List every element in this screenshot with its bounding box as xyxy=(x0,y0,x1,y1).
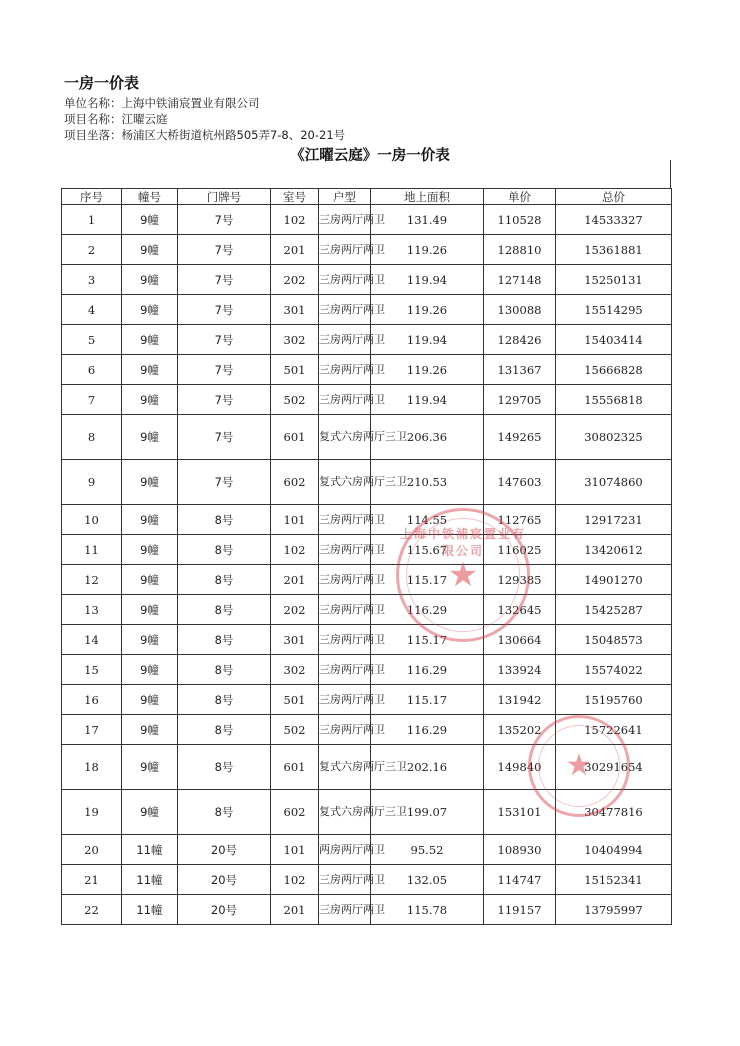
cell-no: 6 xyxy=(62,355,122,385)
secondary-seal-star-icon: ★ xyxy=(565,748,593,783)
cell-total-price: 15361881 xyxy=(556,235,672,265)
cell-unit-price: 129385 xyxy=(484,565,556,595)
project-value: 江曜云庭 xyxy=(121,112,168,126)
cell-no: 19 xyxy=(62,790,122,835)
cell-no: 14 xyxy=(62,625,122,655)
cell-total-price: 14533327 xyxy=(556,205,672,235)
table-row xyxy=(62,325,672,355)
cell-door: 7号 xyxy=(178,385,271,415)
cell-door: 8号 xyxy=(178,535,271,565)
cell-unit-type: 复式六房两厅三卫 xyxy=(319,460,371,505)
cell-total-price: 14901270 xyxy=(556,565,672,595)
cell-no: 13 xyxy=(62,595,122,625)
table-row xyxy=(62,460,672,505)
cell-no: 12 xyxy=(62,565,122,595)
table-row xyxy=(62,565,672,595)
cell-unit-type: 三房两厅两卫 xyxy=(319,895,371,925)
cell-room: 202 xyxy=(271,265,319,295)
cell-building: 9幢 xyxy=(122,415,178,460)
cell-door: 7号 xyxy=(178,415,271,460)
cell-room: 202 xyxy=(271,595,319,625)
col-header-area: 地上面积 xyxy=(371,189,484,205)
cell-building: 9幢 xyxy=(122,295,178,325)
cell-area: 119.94 xyxy=(371,385,484,415)
cell-area: 199.07 xyxy=(371,790,484,835)
cell-unit-type: 三房两厅两卫 xyxy=(319,205,371,235)
cell-total-price: 15152341 xyxy=(556,865,672,895)
cell-room: 102 xyxy=(271,535,319,565)
cell-building: 9幢 xyxy=(122,565,178,595)
cell-total-price: 12917231 xyxy=(556,505,672,535)
cell-area: 119.26 xyxy=(371,295,484,325)
cell-unit-price: 119157 xyxy=(484,895,556,925)
cell-door: 8号 xyxy=(178,655,271,685)
cell-area: 115.17 xyxy=(371,625,484,655)
cell-area: 119.94 xyxy=(371,265,484,295)
cell-room: 302 xyxy=(271,325,319,355)
cell-door: 20号 xyxy=(178,895,271,925)
cell-no: 7 xyxy=(62,385,122,415)
cell-unit-type: 三房两厅两卫 xyxy=(319,715,371,745)
table-row xyxy=(62,205,672,235)
cell-building: 9幢 xyxy=(122,625,178,655)
cell-door: 8号 xyxy=(178,715,271,745)
cell-room: 502 xyxy=(271,385,319,415)
company-label: 单位名称： xyxy=(64,96,122,110)
cell-room: 302 xyxy=(271,655,319,685)
table-row xyxy=(62,715,672,745)
table-row xyxy=(62,535,672,565)
cell-building: 9幢 xyxy=(122,685,178,715)
cell-no: 4 xyxy=(62,295,122,325)
table-row xyxy=(62,235,672,265)
cell-area: 115.78 xyxy=(371,895,484,925)
cell-unit-type: 三房两厅两卫 xyxy=(319,235,371,265)
cell-building: 9幢 xyxy=(122,745,178,790)
cell-area: 132.05 xyxy=(371,865,484,895)
cell-no: 3 xyxy=(62,265,122,295)
cell-unit-type: 复式六房两厅三卫 xyxy=(319,745,371,790)
cell-unit-price: 135202 xyxy=(484,715,556,745)
cell-room: 101 xyxy=(271,505,319,535)
col-header-door: 门牌号 xyxy=(178,189,271,205)
table-side-rule xyxy=(670,160,671,188)
cell-total-price: 15514295 xyxy=(556,295,672,325)
cell-unit-type: 三房两厅两卫 xyxy=(319,385,371,415)
cell-unit-type: 三房两厅两卫 xyxy=(319,625,371,655)
cell-unit-type: 三房两厅两卫 xyxy=(319,565,371,595)
cell-unit-type: 三房两厅两卫 xyxy=(319,655,371,685)
cell-unit-price: 149840 xyxy=(484,745,556,790)
cell-total-price: 30802325 xyxy=(556,415,672,460)
cell-door: 8号 xyxy=(178,505,271,535)
cell-room: 201 xyxy=(271,565,319,595)
cell-area: 116.29 xyxy=(371,595,484,625)
cell-no: 10 xyxy=(62,505,122,535)
cell-unit-price: 114747 xyxy=(484,865,556,895)
cell-unit-price: 149265 xyxy=(484,415,556,460)
cell-no: 11 xyxy=(62,535,122,565)
cell-building: 9幢 xyxy=(122,460,178,505)
company-line xyxy=(64,95,260,111)
table-row xyxy=(62,895,672,925)
cell-room: 101 xyxy=(271,835,319,865)
cell-unit-type: 三房两厅两卫 xyxy=(319,265,371,295)
cell-no: 17 xyxy=(62,715,122,745)
cell-unit-type: 三房两厅两卫 xyxy=(319,865,371,895)
cell-room: 301 xyxy=(271,295,319,325)
cell-unit-price: 129705 xyxy=(484,385,556,415)
cell-area: 119.26 xyxy=(371,235,484,265)
cell-building: 9幢 xyxy=(122,505,178,535)
table-row xyxy=(62,865,672,895)
cell-area: 116.29 xyxy=(371,655,484,685)
cell-total-price: 15403414 xyxy=(556,325,672,355)
cell-building: 11幢 xyxy=(122,835,178,865)
cell-building: 11幢 xyxy=(122,895,178,925)
table-row xyxy=(62,625,672,655)
cell-room: 501 xyxy=(271,355,319,385)
cell-area: 115.17 xyxy=(371,565,484,595)
location-value: 杨浦区大桥街道杭州路505弄7-8、20-21号 xyxy=(121,128,346,142)
cell-building: 9幢 xyxy=(122,385,178,415)
cell-area: 115.67 xyxy=(371,535,484,565)
cell-room: 102 xyxy=(271,205,319,235)
cell-unit-type: 复式六房两厅三卫 xyxy=(319,790,371,835)
table-row xyxy=(62,595,672,625)
cell-door: 7号 xyxy=(178,265,271,295)
cell-door: 7号 xyxy=(178,355,271,385)
col-header-unit-price: 单价 xyxy=(484,189,556,205)
cell-building: 9幢 xyxy=(122,325,178,355)
cell-building: 9幢 xyxy=(122,715,178,745)
cell-unit-type: 三房两厅两卫 xyxy=(319,355,371,385)
cell-area: 114.55 xyxy=(371,505,484,535)
cell-room: 102 xyxy=(271,865,319,895)
location-line xyxy=(64,127,345,143)
table-row xyxy=(62,415,672,460)
cell-building: 9幢 xyxy=(122,790,178,835)
cell-building: 9幢 xyxy=(122,235,178,265)
project-line xyxy=(64,111,168,127)
table-row xyxy=(62,265,672,295)
cell-unit-price: 153101 xyxy=(484,790,556,835)
cell-room: 501 xyxy=(271,685,319,715)
cell-total-price: 15250131 xyxy=(556,265,672,295)
seal-star-icon: ★ xyxy=(447,555,479,595)
cell-area: 131.49 xyxy=(371,205,484,235)
price-table xyxy=(61,188,672,925)
cell-building: 9幢 xyxy=(122,265,178,295)
cell-door: 7号 xyxy=(178,325,271,355)
table-row xyxy=(62,790,672,835)
cell-building: 11幢 xyxy=(122,865,178,895)
cell-total-price: 15556818 xyxy=(556,385,672,415)
table-row xyxy=(62,355,672,385)
cell-total-price: 13795997 xyxy=(556,895,672,925)
cell-total-price: 13420612 xyxy=(556,535,672,565)
table-row xyxy=(62,835,672,865)
cell-total-price: 15425287 xyxy=(556,595,672,625)
cell-building: 9幢 xyxy=(122,355,178,385)
cell-unit-type: 三房两厅两卫 xyxy=(319,295,371,325)
cell-no: 15 xyxy=(62,655,122,685)
document-title: 一房一价表 xyxy=(64,74,140,92)
cell-building: 9幢 xyxy=(122,205,178,235)
cell-no: 22 xyxy=(62,895,122,925)
cell-total-price: 10404994 xyxy=(556,835,672,865)
cell-no: 20 xyxy=(62,835,122,865)
cell-door: 8号 xyxy=(178,790,271,835)
cell-no: 21 xyxy=(62,865,122,895)
cell-door: 20号 xyxy=(178,865,271,895)
cell-unit-price: 132645 xyxy=(484,595,556,625)
table-body xyxy=(62,205,672,925)
cell-building: 9幢 xyxy=(122,535,178,565)
cell-unit-type: 三房两厅两卫 xyxy=(319,535,371,565)
cell-room: 502 xyxy=(271,715,319,745)
cell-no: 2 xyxy=(62,235,122,265)
col-header-no: 序号 xyxy=(62,189,122,205)
cell-total-price: 30477816 xyxy=(556,790,672,835)
cell-room: 602 xyxy=(271,460,319,505)
cell-total-price: 30291654 xyxy=(556,745,672,790)
cell-unit-type: 复式六房两厅三卫 xyxy=(319,415,371,460)
cell-door: 7号 xyxy=(178,235,271,265)
cell-no: 8 xyxy=(62,415,122,460)
cell-unit-price: 147603 xyxy=(484,460,556,505)
cell-unit-price: 108930 xyxy=(484,835,556,865)
cell-door: 7号 xyxy=(178,460,271,505)
cell-unit-price: 128810 xyxy=(484,235,556,265)
cell-area: 115.17 xyxy=(371,685,484,715)
cell-door: 8号 xyxy=(178,595,271,625)
cell-door: 8号 xyxy=(178,565,271,595)
table-row xyxy=(62,685,672,715)
cell-area: 202.16 xyxy=(371,745,484,790)
cell-building: 9幢 xyxy=(122,595,178,625)
cell-door: 8号 xyxy=(178,625,271,655)
cell-no: 1 xyxy=(62,205,122,235)
cell-no: 5 xyxy=(62,325,122,355)
cell-unit-price: 131367 xyxy=(484,355,556,385)
seal-text: 上海中铁浦宸置业有限公司 xyxy=(399,527,526,558)
location-label: 项目坐落： xyxy=(64,128,122,142)
cell-area: 119.94 xyxy=(371,325,484,355)
company-value: 上海中铁浦宸置业有限公司 xyxy=(121,96,260,110)
cell-door: 20号 xyxy=(178,835,271,865)
col-header-room: 室号 xyxy=(271,189,319,205)
cell-door: 8号 xyxy=(178,745,271,790)
col-header-type: 户型 xyxy=(319,189,371,205)
table-row xyxy=(62,295,672,325)
table-row xyxy=(62,385,672,415)
table-row xyxy=(62,505,672,535)
table-title: 《江曜云庭》一房一价表 xyxy=(290,148,450,164)
table-header-row xyxy=(62,189,672,205)
cell-total-price: 15722641 xyxy=(556,715,672,745)
cell-door: 7号 xyxy=(178,295,271,325)
cell-area: 116.29 xyxy=(371,715,484,745)
cell-unit-price: 130088 xyxy=(484,295,556,325)
cell-room: 201 xyxy=(271,235,319,265)
cell-unit-price: 116025 xyxy=(484,535,556,565)
cell-room: 601 xyxy=(271,415,319,460)
cell-unit-price: 112765 xyxy=(484,505,556,535)
cell-room: 301 xyxy=(271,625,319,655)
cell-area: 119.26 xyxy=(371,355,484,385)
cell-building: 9幢 xyxy=(122,655,178,685)
cell-total-price: 15195760 xyxy=(556,685,672,715)
cell-door: 8号 xyxy=(178,685,271,715)
cell-total-price: 15574022 xyxy=(556,655,672,685)
cell-door: 7号 xyxy=(178,205,271,235)
cell-total-price: 15048573 xyxy=(556,625,672,655)
cell-total-price: 15666828 xyxy=(556,355,672,385)
cell-unit-price: 128426 xyxy=(484,325,556,355)
cell-unit-type: 三房两厅两卫 xyxy=(319,325,371,355)
cell-area: 206.36 xyxy=(371,415,484,460)
table-row xyxy=(62,745,672,790)
cell-unit-price: 133924 xyxy=(484,655,556,685)
cell-room: 602 xyxy=(271,790,319,835)
cell-no: 18 xyxy=(62,745,122,790)
cell-unit-type: 三房两厅两卫 xyxy=(319,595,371,625)
cell-unit-type: 两房两厅两卫 xyxy=(319,835,371,865)
cell-unit-type: 三房两厅两卫 xyxy=(319,505,371,535)
cell-area: 210.53 xyxy=(371,460,484,505)
cell-no: 16 xyxy=(62,685,122,715)
cell-room: 201 xyxy=(271,895,319,925)
table-row xyxy=(62,655,672,685)
cell-unit-price: 130664 xyxy=(484,625,556,655)
col-header-building: 幢号 xyxy=(122,189,178,205)
col-header-total: 总价 xyxy=(556,189,672,205)
project-label: 项目名称： xyxy=(64,112,122,126)
cell-unit-price: 131942 xyxy=(484,685,556,715)
cell-unit-type: 三房两厅两卫 xyxy=(319,685,371,715)
cell-no: 9 xyxy=(62,460,122,505)
cell-total-price: 31074860 xyxy=(556,460,672,505)
cell-room: 601 xyxy=(271,745,319,790)
cell-unit-price: 110528 xyxy=(484,205,556,235)
cell-area: 95.52 xyxy=(371,835,484,865)
cell-unit-price: 127148 xyxy=(484,265,556,295)
